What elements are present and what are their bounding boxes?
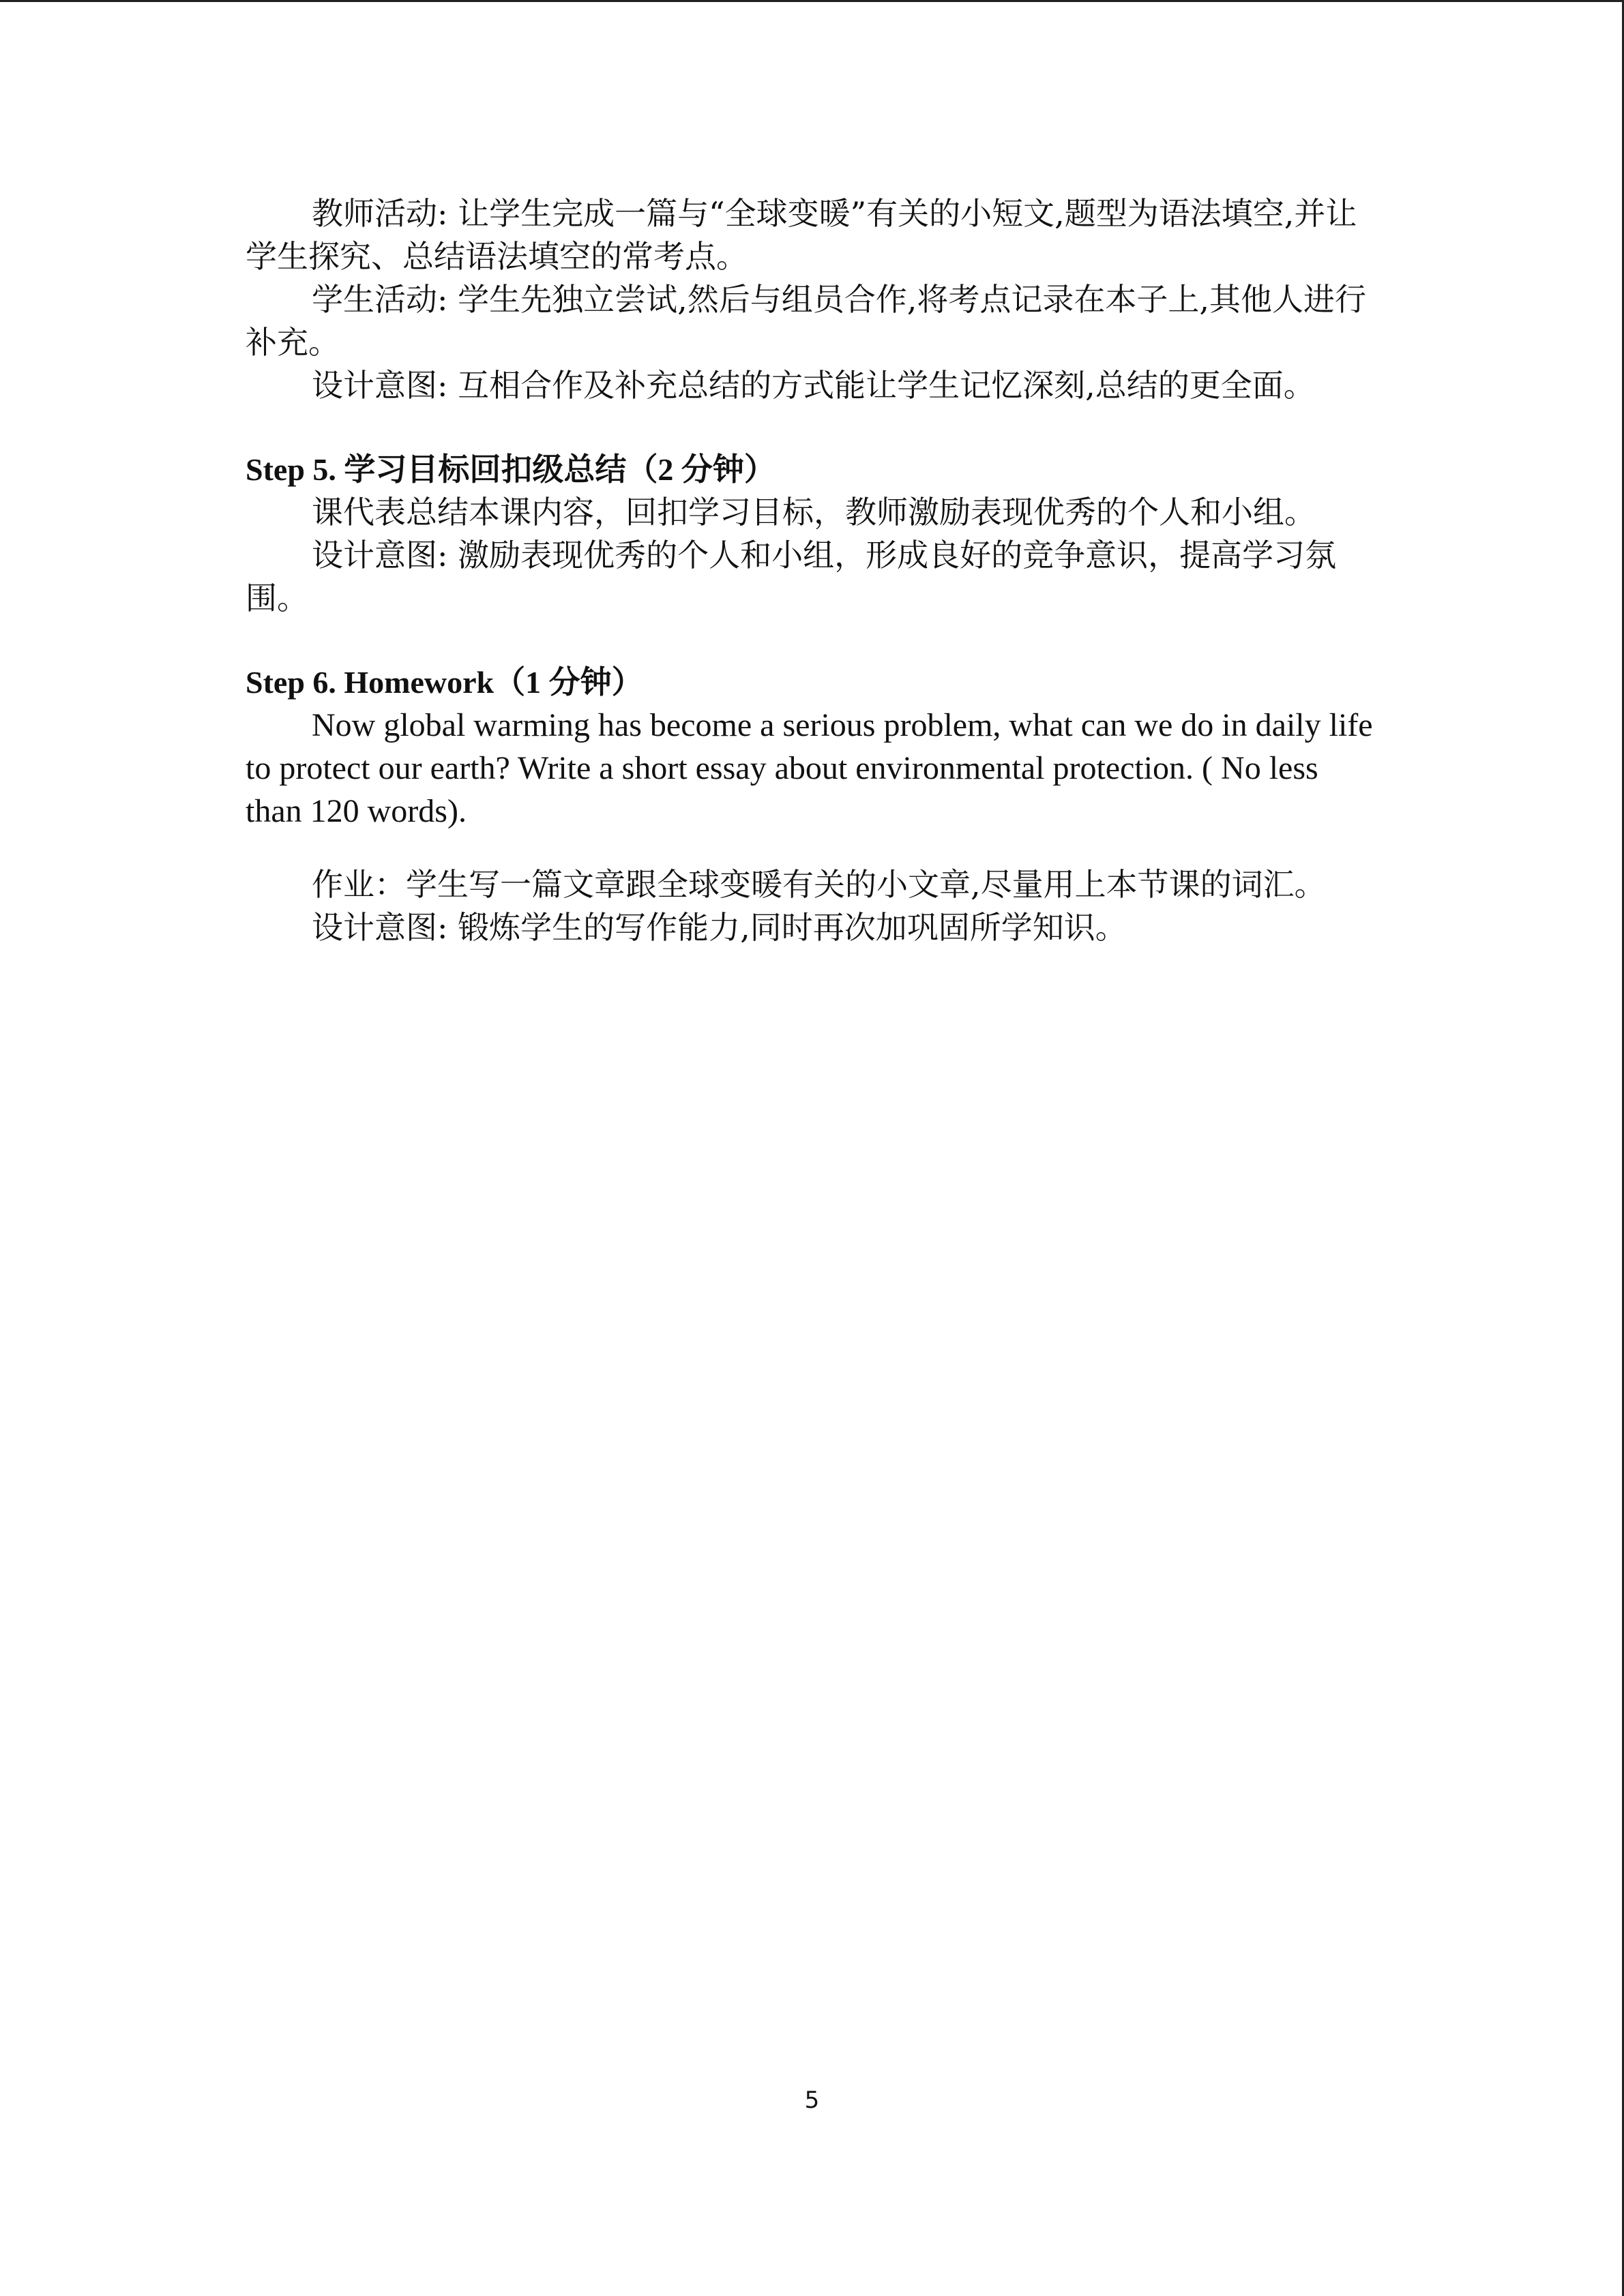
section-gap xyxy=(246,620,1378,661)
paragraph-gap xyxy=(246,833,1378,863)
step6-heading: Step 6. Homework（1 分钟） xyxy=(246,665,643,700)
section-gap xyxy=(246,407,1378,448)
step5-heading: Step 5. 学习目标回扣级总结（2 分钟） xyxy=(246,452,776,487)
design-intent-paragraph-4: 设计意图: 互相合作及补充总结的方式能让学生记忆深刻,总结的更全面。 xyxy=(312,367,1315,404)
step6-design-intent-paragraph: 设计意图: 锻炼学生的写作能力,同时再次加巩固所学知识。 xyxy=(312,909,1127,946)
step5-design-intent-paragraph: 设计意图: 激励表现优秀的个人和小组，形成良好的竞争意识，提高学习氛围。 xyxy=(246,537,1337,616)
step5-summary-paragraph: 课代表总结本课内容，回扣学习目标，教师激励表现优秀的个人和小组。 xyxy=(312,494,1316,531)
document-body xyxy=(246,192,1378,949)
page-number: 5 xyxy=(804,2087,820,2114)
teacher-activity-paragraph: 教师活动: 让学生完成一篇与“全球变暖”有关的小短文,题型为语法填空,并让学生探究、总结语法填空的常考点。 xyxy=(246,195,1357,275)
homework-chinese-paragraph: 作业：学生写一篇文章跟全球变暖有关的小文章,尽量用上本节课的词汇。 xyxy=(312,866,1326,903)
homework-task-english: Now global warming has become a serious problem, what can we do in daily life to protect our earth? Write a short essay about environmental protection. ( No less than 120 words). xyxy=(246,707,1373,829)
student-activity-paragraph: 学生活动: 学生先独立尝试,然后与组员合作,将考点记录在本子上,其他人进行补充。 xyxy=(246,281,1366,361)
top-border-line xyxy=(0,0,1624,2)
